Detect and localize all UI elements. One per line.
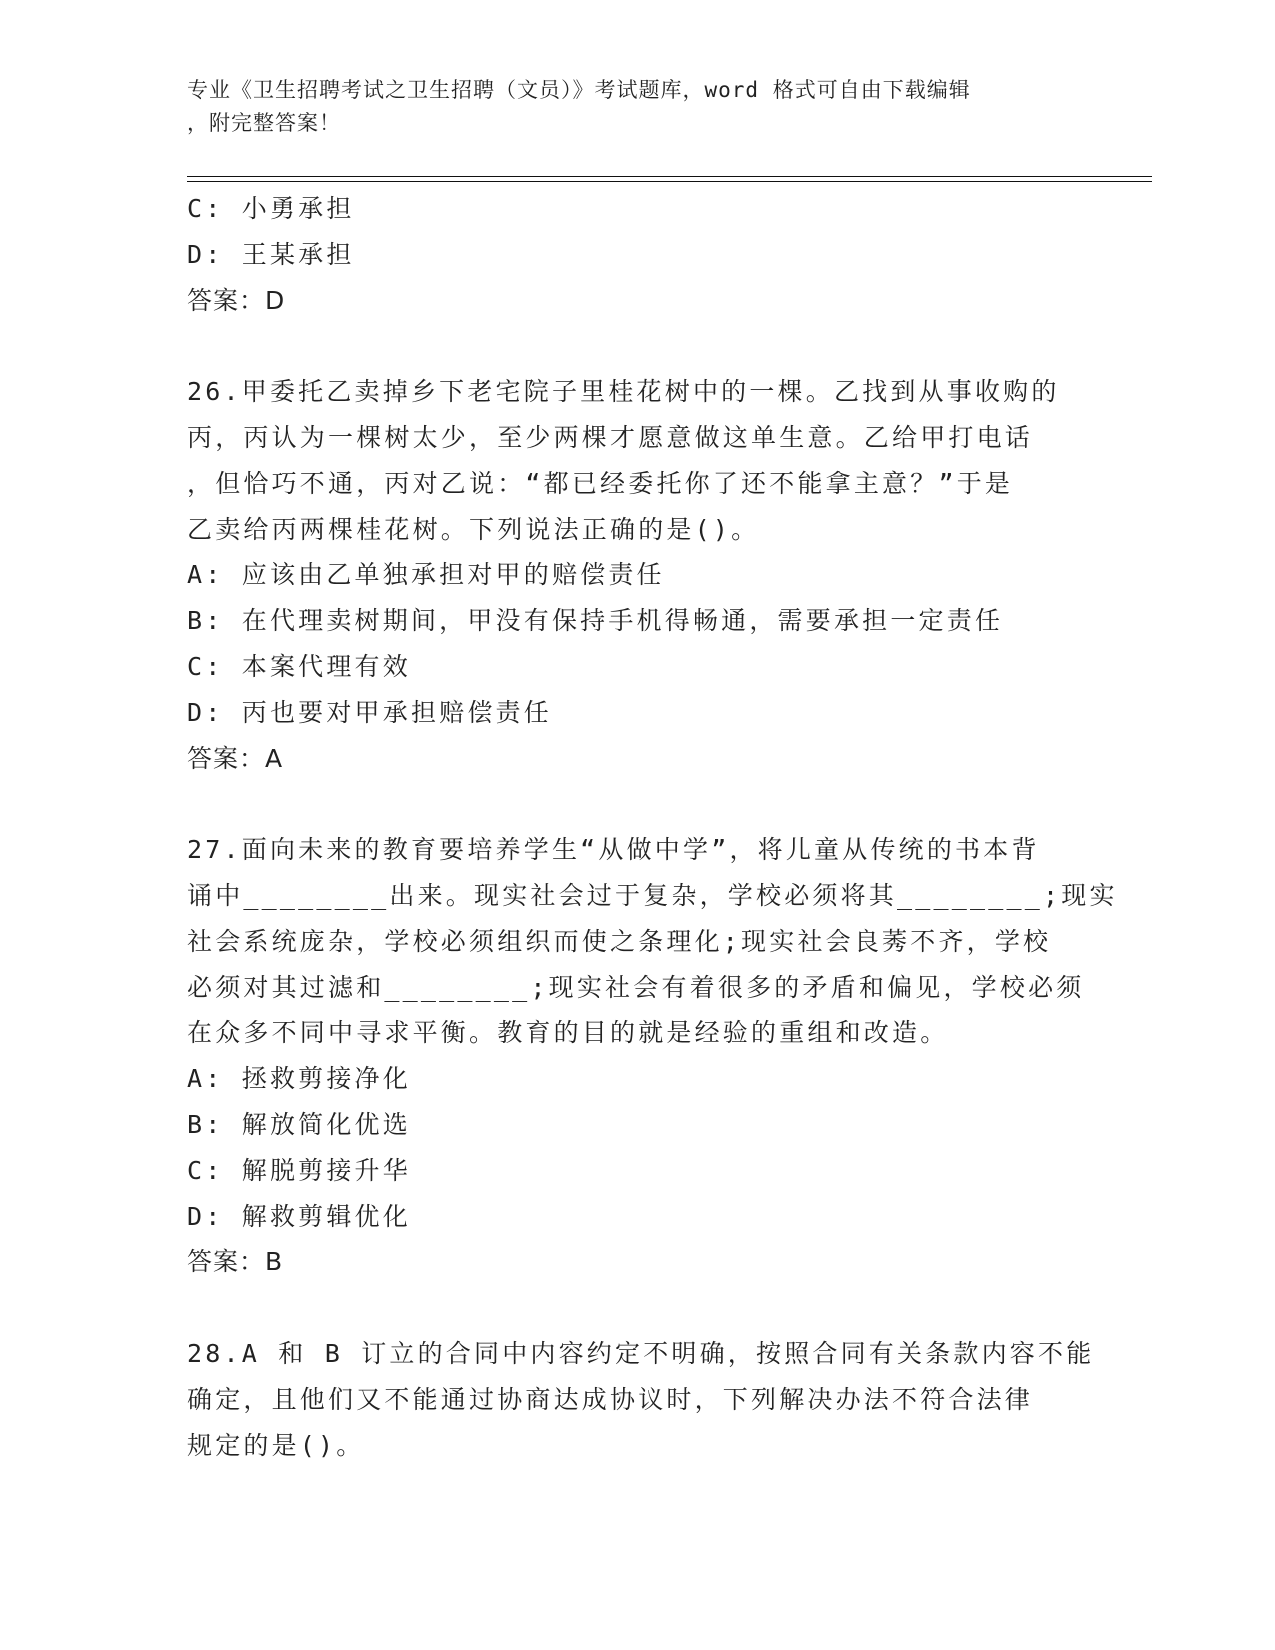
q26-stem-line: 26.甲委托乙卖掉乡下老宅院子里桂花树中的一棵。乙找到从事收购的 xyxy=(187,377,1060,407)
prev-option-d: D: 王某承担 xyxy=(187,239,355,269)
q27-option-d: D: 解救剪辑优化 xyxy=(187,1201,411,1231)
spacer xyxy=(187,323,1087,369)
q26-option-b: B: 在代理卖树期间，甲没有保持手机得畅通，需要承担一定责任 xyxy=(187,606,1004,636)
q26-option-c: C: 本案代理有效 xyxy=(187,651,411,681)
q27-option-a: A: 拯救剪接净化 xyxy=(187,1064,411,1094)
document-body xyxy=(187,186,1118,1468)
q26-option-a: A: 应该由乙单独承担对甲的赔偿责任 xyxy=(187,560,665,590)
q27-stem-line: 27.面向未来的教育要培养学生“从做中学”，将儿童从传统的书本背 xyxy=(187,835,1040,865)
spacer xyxy=(187,1285,1087,1331)
q26-stem-line: ，但恰巧不通，丙对乙说：“都已经委托你了还不能拿主意？”于是 xyxy=(187,468,1014,498)
header-rule-top xyxy=(187,176,1152,177)
prev-option-c: C: 小勇承担 xyxy=(187,194,355,223)
prev-answer: 答案：D xyxy=(187,285,286,315)
q27-option-c: C: 解脱剪接升华 xyxy=(187,1155,411,1185)
q26-option-d: D: 丙也要对甲承担赔偿责任 xyxy=(187,697,552,727)
q26-answer: 答案：A xyxy=(187,743,284,773)
q28-stem-line: 28.A 和 B 订立的合同中内容约定不明确，按照合同有关条款内容不能 xyxy=(187,1338,1095,1368)
header-line-1: 专业《卫生招聘考试之卫生招聘（文员）》考试题库，word 格式可自由下载编辑 xyxy=(187,78,971,102)
q27-stem-line: 社会系统庞杂，学校必须组织而使之条理化;现实社会良莠不齐，学校 xyxy=(187,926,1052,956)
q27-stem-line: 在众多不同中寻求平衡。教育的目的就是经验的重组和改造。 xyxy=(187,1018,949,1048)
header-rule-bottom xyxy=(187,181,1152,182)
q27-stem-line: 必须对其过滤和________;现实社会有着很多的矛盾和偏见，学校必须 xyxy=(187,972,1085,1002)
q27-option-b: B: 解放简化优选 xyxy=(187,1109,411,1139)
spacer xyxy=(187,781,1087,827)
q26-stem-line: 乙卖给丙两棵桂花树。下列说法正确的是()。 xyxy=(187,514,760,544)
header-line-2: ，附完整答案！ xyxy=(187,111,341,135)
document-header xyxy=(187,74,1087,140)
q27-answer: 答案：B xyxy=(187,1247,284,1277)
q28-stem-line: 规定的是()。 xyxy=(187,1430,365,1460)
q27-stem-line: 诵中________出来。现实社会过于复杂，学校必须将其________;现实 xyxy=(187,880,1118,910)
q26-stem-line: 丙，丙认为一棵树太少，至少两棵才愿意做这单生意。乙给甲打电话 xyxy=(187,422,1034,452)
q28-stem-line: 确定，且他们又不能通过协商达成协议时，下列解决办法不符合法律 xyxy=(187,1384,1034,1414)
